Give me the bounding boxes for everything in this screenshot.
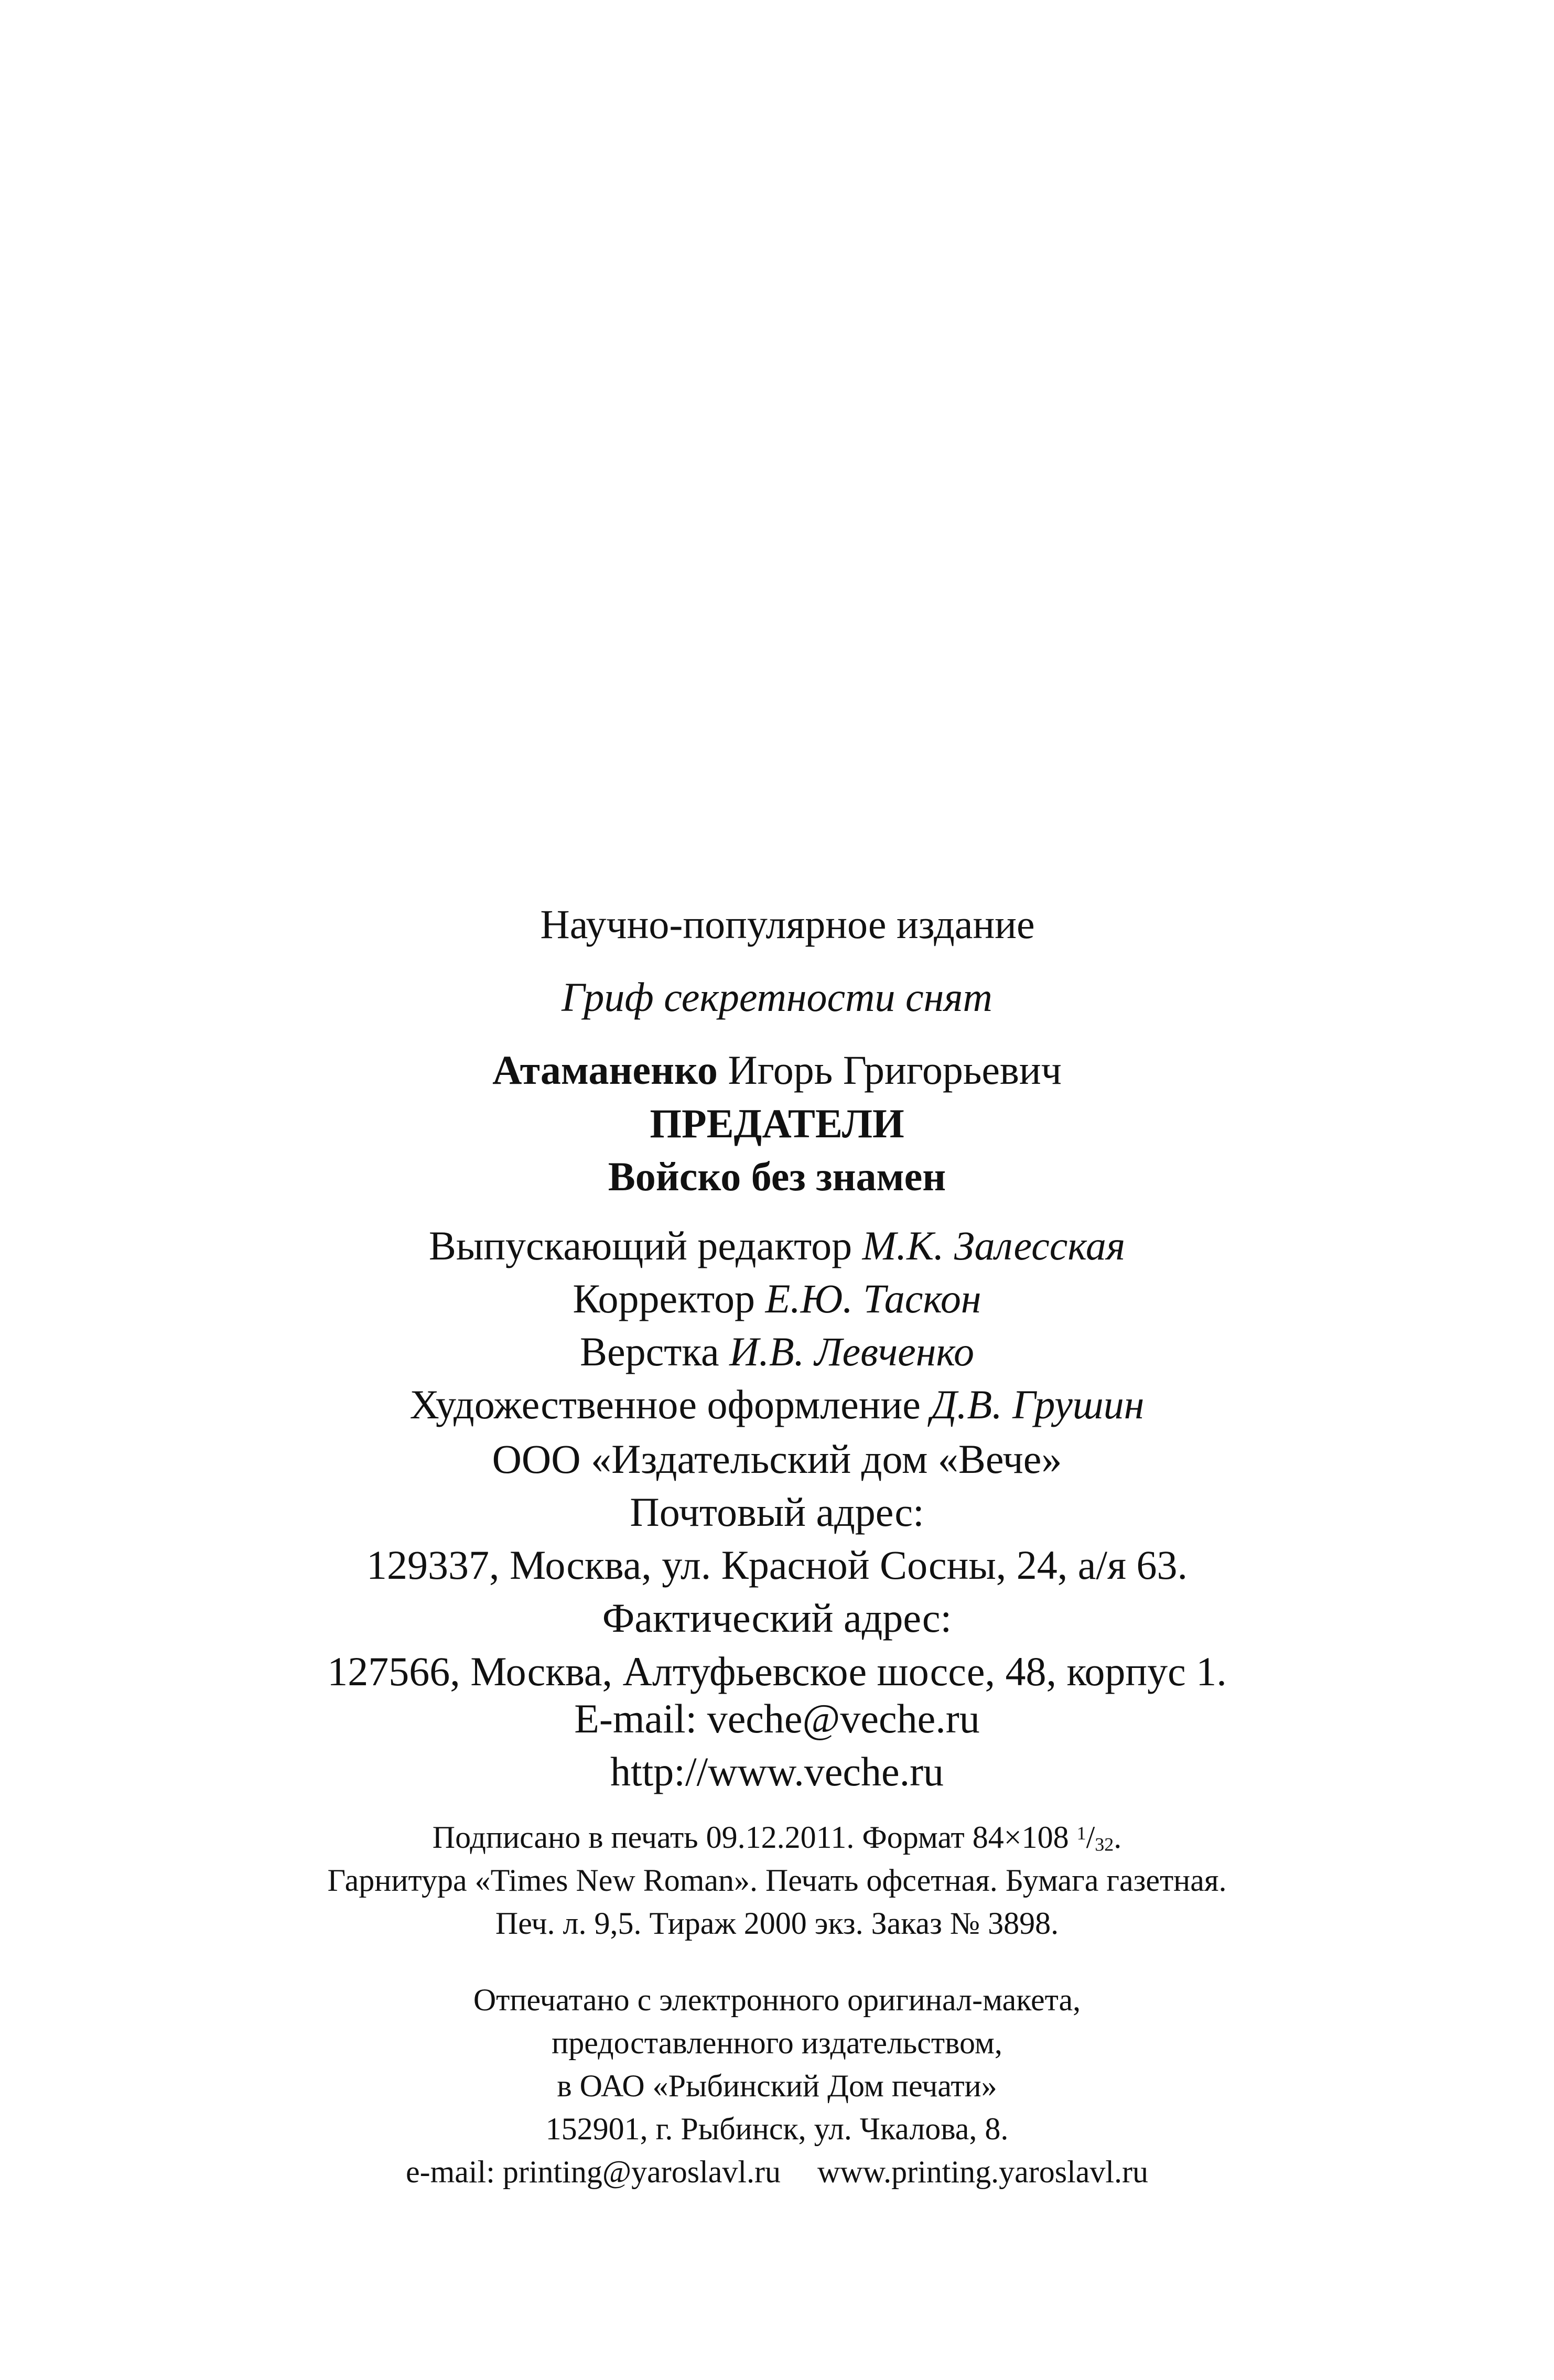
publisher-name: ООО «Издательский дом «Вече» [492,1436,1062,1482]
printer-line4: 152901, г. Рыбинск, ул. Чкалова, 8. [545,2112,1009,2146]
printer-line3: в ОАО «Рыбинский Дом печати» [557,2069,997,2103]
genre-line: Научно-популярное издание [540,901,1035,947]
publisher-block [0,1434,1554,1696]
credit-line [0,1274,1554,1323]
printer-line1: Отпечатано с электронного оригинал-макета, [473,1983,1081,2017]
print-info-line1 [0,1817,1554,1858]
credit-role: Выпускающий редактор [428,1223,852,1268]
actual-label: Фактический адрес: [602,1595,952,1641]
print-info-block [0,1817,1554,1944]
credit-role: Верстка [579,1329,719,1375]
print-date-format: Подписано в печать 09.12.2011. Формат 84×108 [432,1820,1077,1855]
format-fraction-slash: / [1086,1820,1095,1855]
series-line: Гриф секретности снят [562,974,992,1020]
print-info-period: . [1114,1820,1122,1855]
printer-contacts [0,2151,1554,2192]
book-title: ПРЕДАТЕЛИ [650,1101,904,1146]
credit-line [0,1221,1554,1270]
credit-name: Е.Ю. Таскон [765,1276,981,1322]
credit-name: И.В. Левченко [729,1329,974,1375]
print-info-line3: Печ. л. 9,5. Тираж 2000 экз. Заказ № 3898. [495,1906,1059,1941]
publisher-email: E-mail: veche@veche.ru [574,1696,980,1741]
actual-address: 127566, Москва, Алтуфьевское шоссе, 48, корпус 1. [327,1648,1227,1694]
publisher-website: http://www.veche.ru [610,1749,944,1795]
credits-block [0,1221,1554,1430]
credit-role: Корректор [573,1276,756,1322]
format-fraction-num: 1 [1076,1822,1086,1844]
credit-line [0,1327,1554,1376]
book-subtitle: Войско без знамен [608,1154,946,1200]
postal-address: 129337, Москва, ул. Красной Сосны, 24, а/я 63. [366,1542,1188,1588]
postal-label: Почтовый адрес: [630,1489,924,1535]
contacts-block [0,1694,1554,1796]
printer-website: www.printing.yaroslavl.ru [817,2155,1149,2189]
title-block [0,1099,1554,1201]
print-info-line2: Гарнитура «Times New Roman». Печать офсетная. Бумага газетная. [327,1863,1227,1898]
header-block [0,899,1554,1095]
credit-role: Художественное оформление [409,1382,921,1428]
credit-name: Д.В. Грушин [931,1382,1145,1428]
author-surname: Атаманенко [492,1047,718,1093]
printer-email: e-mail: printing@yaroslavl.ru [405,2155,781,2189]
author-given: Игорь Григорьевич [728,1047,1062,1093]
author-line [0,1045,1554,1095]
printer-block [0,1979,1554,2192]
printer-line2: предоставленного издательством, [552,2026,1002,2060]
format-fraction-den: 32 [1095,1834,1114,1855]
credit-name: М.К. Залесская [862,1223,1126,1268]
credit-line [0,1380,1554,1429]
